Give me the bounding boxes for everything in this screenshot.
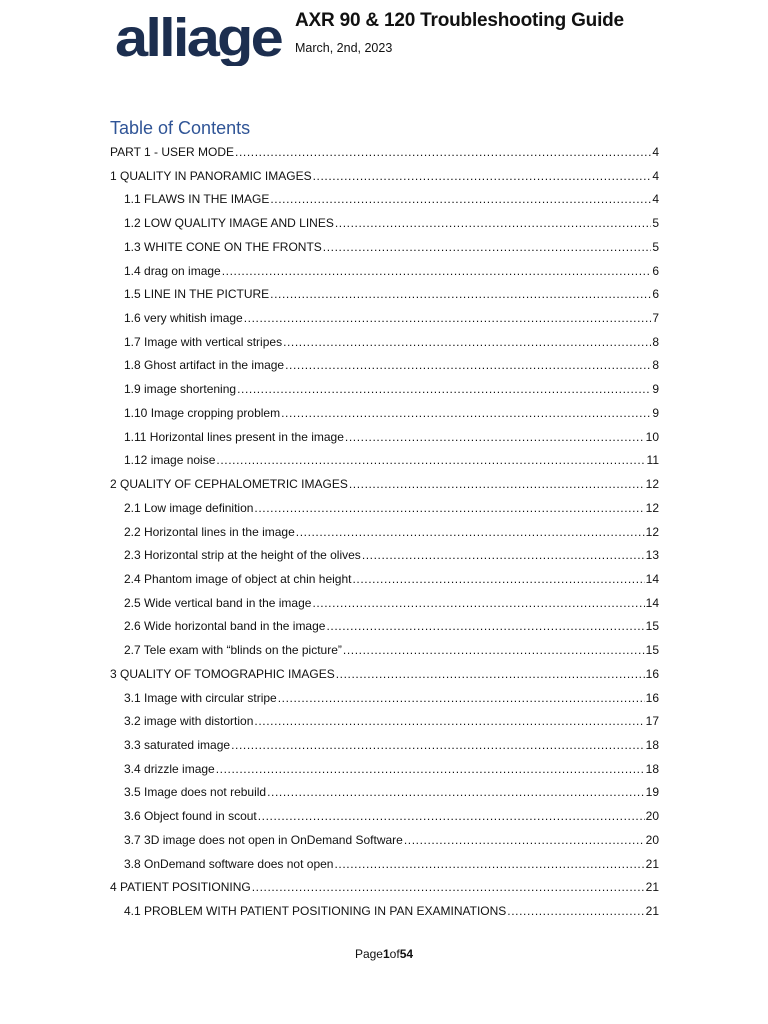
toc-entry-title: 3.5 Image does not rebuild [124,785,267,800]
toc-entry-title: 2.5 Wide vertical band in the image [124,595,312,610]
document-header [115,6,675,70]
toc-entry[interactable] [110,758,659,782]
toc-entry-title: 4 PATIENT POSITIONING [110,880,251,895]
toc-entry-title: 2.1 Low image definition [124,500,254,515]
toc-dot-leader [252,876,645,900]
toc-dot-leader [254,497,644,521]
toc-dot-leader [343,639,645,663]
toc-dot-leader [283,331,651,355]
toc-entry-title: 3.4 drizzle image [124,761,215,776]
toc-entry[interactable] [110,900,659,924]
toc-entry-title: 1.1 FLAWS IN THE IMAGE [124,192,270,207]
toc-entry-title: 4.1 PROBLEM WITH PATIENT POSITIONING IN PAN EXAMINATIONS [124,904,507,918]
toc-entry-title: 1.8 Ghost artifact in the image [124,358,285,373]
toc-dot-leader [507,900,644,924]
toc-dot-leader [349,473,645,497]
toc-dot-leader [296,521,645,545]
toc-entry-page: 4 [652,145,659,159]
footer-page-word: Page [354,947,383,961]
document-title: AXR 90 & 120 Troubleshooting Guide [295,10,624,31]
toc-dot-leader [231,734,645,758]
toc-entry-title: 2.3 Horizontal strip at the height of the olives [124,548,361,563]
toc-dot-leader [216,449,645,473]
toc-entry[interactable] [110,663,659,687]
toc-entry-title: 3 QUALITY OF TOMOGRAPHIC IMAGES [110,666,335,681]
toc-entry-page: 5 [652,216,659,231]
toc-entry-title: 3.7 3D image does not open in OnDemand Software [124,832,403,847]
toc-entry-title: 3.6 Object found in scout [124,809,257,824]
toc-dot-leader [235,141,651,165]
toc-entry-title: 2.2 Horizontal lines in the image [124,524,295,539]
toc-entry-page: 14 [645,595,659,610]
toc-dot-leader [362,544,645,568]
toc-dot-leader [312,592,644,616]
document-date: March, 2nd, 2023 [295,41,393,55]
toc-entry-title: 3.8 OnDemand software does not open [124,856,334,871]
toc-entry-page: 16 [645,666,659,681]
toc-entry-page: 8 [652,358,659,373]
toc-entry-title: 1.5 LINE IN THE PICTURE [124,287,270,302]
toc-dot-leader [244,307,652,331]
toc-entry-title: 1.7 Image with vertical stripes [124,334,283,349]
toc-entry[interactable] [110,378,659,402]
toc-dot-leader [254,710,644,734]
toc-entry[interactable] [110,781,659,805]
toc-entry[interactable] [110,568,659,592]
toc-dot-leader [336,663,645,687]
toc-entry-title: 1.11 Horizontal lines present in the image [124,429,344,444]
toc-entry-page: 7 [652,311,659,326]
toc-entry-page: 20 [645,809,659,824]
toc-entry[interactable] [110,449,659,473]
toc-dot-leader [281,402,651,426]
toc-entry[interactable] [110,521,659,545]
toc-entry-page: 9 [652,405,659,420]
toc-entry-page: 12 [645,524,659,539]
toc-entry-page: 6 [652,287,659,302]
toc-entry-page: 9 [652,382,659,397]
toc-entry[interactable] [110,615,659,639]
toc-entry[interactable] [110,141,659,165]
toc-entry[interactable] [110,354,659,378]
toc-entry-page: 14 [645,571,659,586]
toc-entry-page: 18 [645,761,659,776]
toc-entry[interactable] [110,165,659,189]
toc-entry[interactable] [110,260,659,284]
table-of-contents [110,141,659,924]
toc-entry-page: 21 [645,904,659,918]
toc-entry-page: 20 [645,832,659,847]
toc-dot-leader [270,188,651,212]
footer-total-pages: 54 [399,947,414,961]
toc-entry-page: 5 [652,239,659,254]
toc-entry[interactable] [110,473,659,497]
toc-entry-title: 1.12 image noise [124,453,216,468]
toc-dot-leader [323,236,652,260]
toc-entry[interactable] [110,805,659,829]
toc-entry-title: PART 1 - USER MODE [110,145,235,159]
toc-entry-title: 3.3 saturated image [124,737,231,752]
toc-entry-page: 21 [645,880,659,895]
toc-entry-page: 16 [645,690,659,705]
toc-entry-page: 8 [652,334,659,349]
toc-dot-leader [352,568,644,592]
toc-entry-title: 1.2 LOW QUALITY IMAGE AND LINES [124,216,334,231]
toc-entry-page: 15 [645,619,659,634]
toc-entry-title: 1.6 very whitish image [124,311,243,326]
toc-entry-page: 4 [652,192,659,207]
toc-entry-title: 3.2 image with distortion [124,714,254,729]
toc-entry[interactable] [110,307,659,331]
toc-entry[interactable] [110,283,659,307]
toc-entry-title: 3.1 Image with circular stripe [124,690,277,705]
toc-entry[interactable] [110,497,659,521]
toc-dot-leader [313,165,652,189]
toc-entry-title: 2.4 Phantom image of object at chin height [124,571,352,586]
toc-dot-leader [237,378,651,402]
toc-entry-page: 11 [646,453,659,468]
toc-entry-title: 1 QUALITY IN PANORAMIC IMAGES [110,168,312,183]
toc-entry[interactable] [110,331,659,355]
alliage-logo-graphic [115,6,285,66]
toc-entry-title: 1.9 image shortening [124,382,237,397]
toc-entry-page: 13 [645,548,659,563]
toc-entry[interactable] [110,876,659,900]
toc-dot-leader [285,354,651,378]
toc-dot-leader [222,260,652,284]
toc-entry[interactable] [110,426,659,450]
toc-dot-leader [335,212,651,236]
toc-entry[interactable] [110,236,659,260]
toc-heading: Table of Contents [110,118,251,138]
toc-entry-page: 19 [645,785,659,800]
toc-entry[interactable] [110,710,659,734]
toc-entry[interactable] [110,734,659,758]
toc-dot-leader [258,805,645,829]
toc-entry[interactable] [110,592,659,616]
logo-wordmark: alliage [115,8,283,66]
toc-dot-leader [278,687,645,711]
page-footer [0,947,768,961]
toc-entry-page: 18 [645,737,659,752]
toc-entry-title: 2.7 Tele exam with “blinds on the picture” [124,643,342,658]
toc-dot-leader [345,426,645,450]
toc-entry[interactable] [110,544,659,568]
toc-entry[interactable] [110,212,659,236]
toc-dot-leader [404,829,645,853]
toc-entry-title: 1.4 drag on image [124,263,221,278]
footer-page-number: 1 [382,947,390,961]
toc-entry[interactable] [110,188,659,212]
toc-entry[interactable] [110,829,659,853]
toc-entry-page: 12 [645,500,659,515]
toc-dot-leader [216,758,645,782]
toc-entry-page: 4 [652,168,659,183]
toc-entry[interactable] [110,639,659,663]
toc-entry[interactable] [110,402,659,426]
toc-entry-page: 17 [645,714,659,729]
toc-dot-leader [267,781,645,805]
toc-entry-title: 2 QUALITY OF CEPHALOMETRIC IMAGES [110,477,348,492]
toc-dot-leader [326,615,644,639]
toc-entry[interactable] [110,687,659,711]
toc-entry-page: 6 [652,263,659,278]
alliage-logo [115,6,285,66]
toc-entry[interactable] [110,853,659,877]
toc-entry-page: 12 [645,477,659,492]
toc-entry-page: 10 [645,429,659,444]
toc-entry-page: 21 [645,856,659,871]
footer-of-word: of [389,947,400,961]
toc-dot-leader [334,853,644,877]
toc-entry-title: 2.6 Wide horizontal band in the image [124,619,326,634]
toc-entry-title: 1.3 WHITE CONE ON THE FRONTS [124,239,322,254]
toc-entry-title: 1.10 Image cropping problem [124,405,281,420]
toc-dot-leader [270,283,651,307]
toc-entry-page: 15 [645,643,659,658]
